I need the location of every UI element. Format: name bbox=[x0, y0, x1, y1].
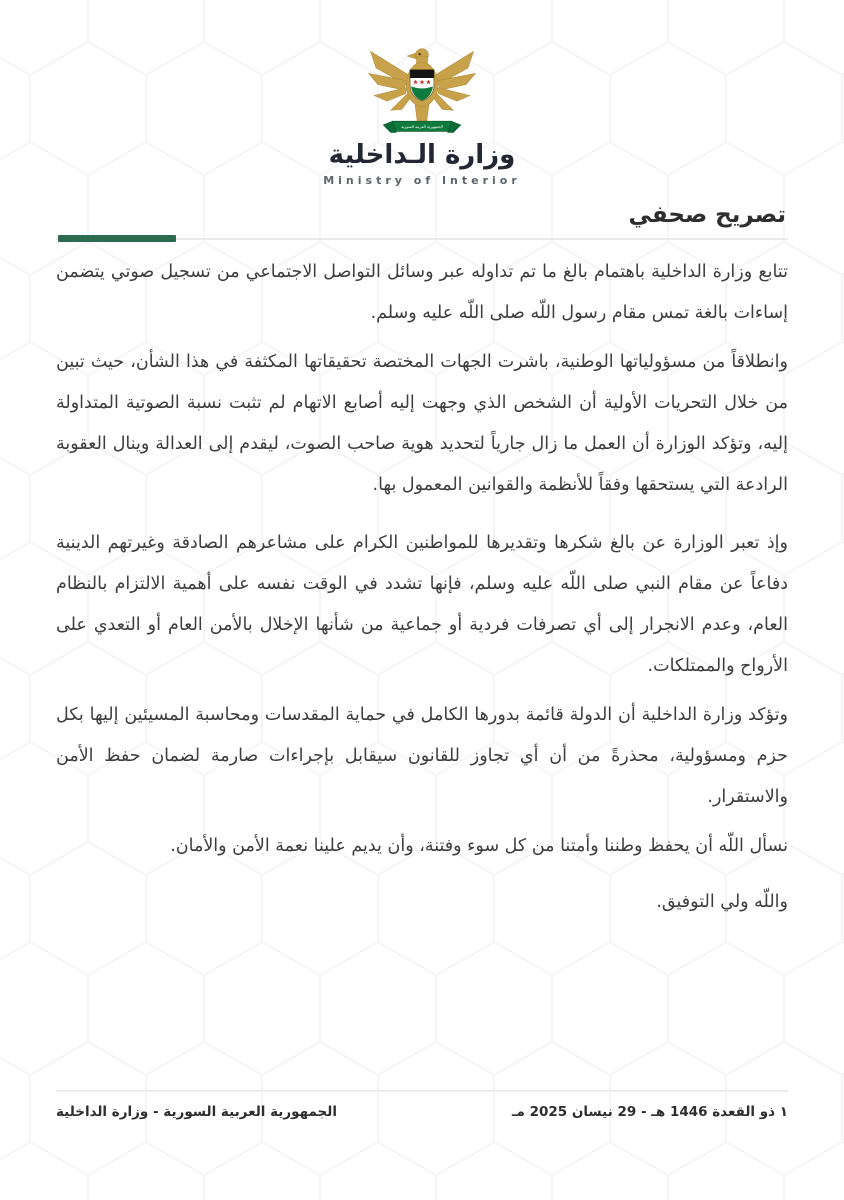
ministry-emblem-eagle-icon bbox=[56, 44, 788, 140]
statement-title: تصريح صحفي bbox=[628, 202, 786, 228]
paragraph: وانطلاقاً من مسؤولياتها الوطنية، باشرت الجهات المختصة تحقيقاتها المكثفة في هذا الشأن، حيث تبين من خلال التحريات الأولية أن الشخص الذي وجهت إليه أصابع الاتهام لم تثبت نسبة الصوتية المتداولة إليه، وتؤكد الوزارة أن العمل ما زال جارياً لتحديد هوية صاحب الصوت، ليقدم إلى العدالة وينال العقوبة الرادعة التي يستحقها وفقاً للأنظمة والقوانين المعمول بها. bbox=[56, 352, 788, 495]
divider-green-accent bbox=[58, 235, 176, 242]
ministry-name-english: Ministry of Interior bbox=[323, 174, 521, 187]
title-divider bbox=[56, 235, 788, 242]
footer-divider bbox=[56, 1090, 788, 1092]
ministry-name-arabic: وزارة الـداخلية bbox=[328, 140, 516, 170]
footer-date: ١ ذو القعدة 1446 هـ - 29 نيسان 2025 مـ bbox=[511, 1104, 788, 1120]
emblem-banner-text: الجمهورية العربية السورية bbox=[401, 124, 443, 130]
statement-body bbox=[56, 252, 788, 923]
paragraph: وإذ تعبر الوزارة عن بالغ شكرها وتقديرها للمواطنين الكرام على مشاعرهم الصادقة وغيرتهم الدينية دفاعاً عن مقام النبي صلى اللّه عليه وسلم، فإنها تشدد في الوقت نفسه على أهمية الالتزام بالنظام العام، وعدم الانجرار إلى أي تصرفات فردية أو جماعية من شأنها الإخلال بالأمن العام أو التعدي على الأرواح والممتلكات. bbox=[56, 533, 788, 676]
paragraph: تتابع وزارة الداخلية باهتمام بالغ ما تم تداوله عبر وسائل التواصل الاجتماعي من تسجيل صوتي يتضمن إساءات بالغة تمس مقام رسول اللّه صلى اللّه عليه وسلم. bbox=[56, 262, 788, 323]
footer-issuer: الجمهورية العربية السورية - وزارة الداخلية bbox=[56, 1104, 337, 1120]
ministry-header bbox=[56, 44, 788, 187]
paragraph: نسأل اللّه أن يحفظ وطننا وأمتنا من كل سوء وفتنة، وأن يديم علينا نعمة الأمن والأمان. bbox=[170, 836, 788, 856]
closing-line: واللّه ولي التوفيق. bbox=[656, 892, 788, 912]
document-footer bbox=[56, 1090, 788, 1120]
paragraph: وتؤكد وزارة الداخلية أن الدولة قائمة بدورها الكامل في حماية المقدسات ومحاسبة المسيئين إليها بكل حزم ومسؤولية، محذرةً من أن أي تجاوز للقانون سيقابل بإجراءات صارمة لضمان حفظ الأمن والاستقرار. bbox=[56, 705, 788, 807]
